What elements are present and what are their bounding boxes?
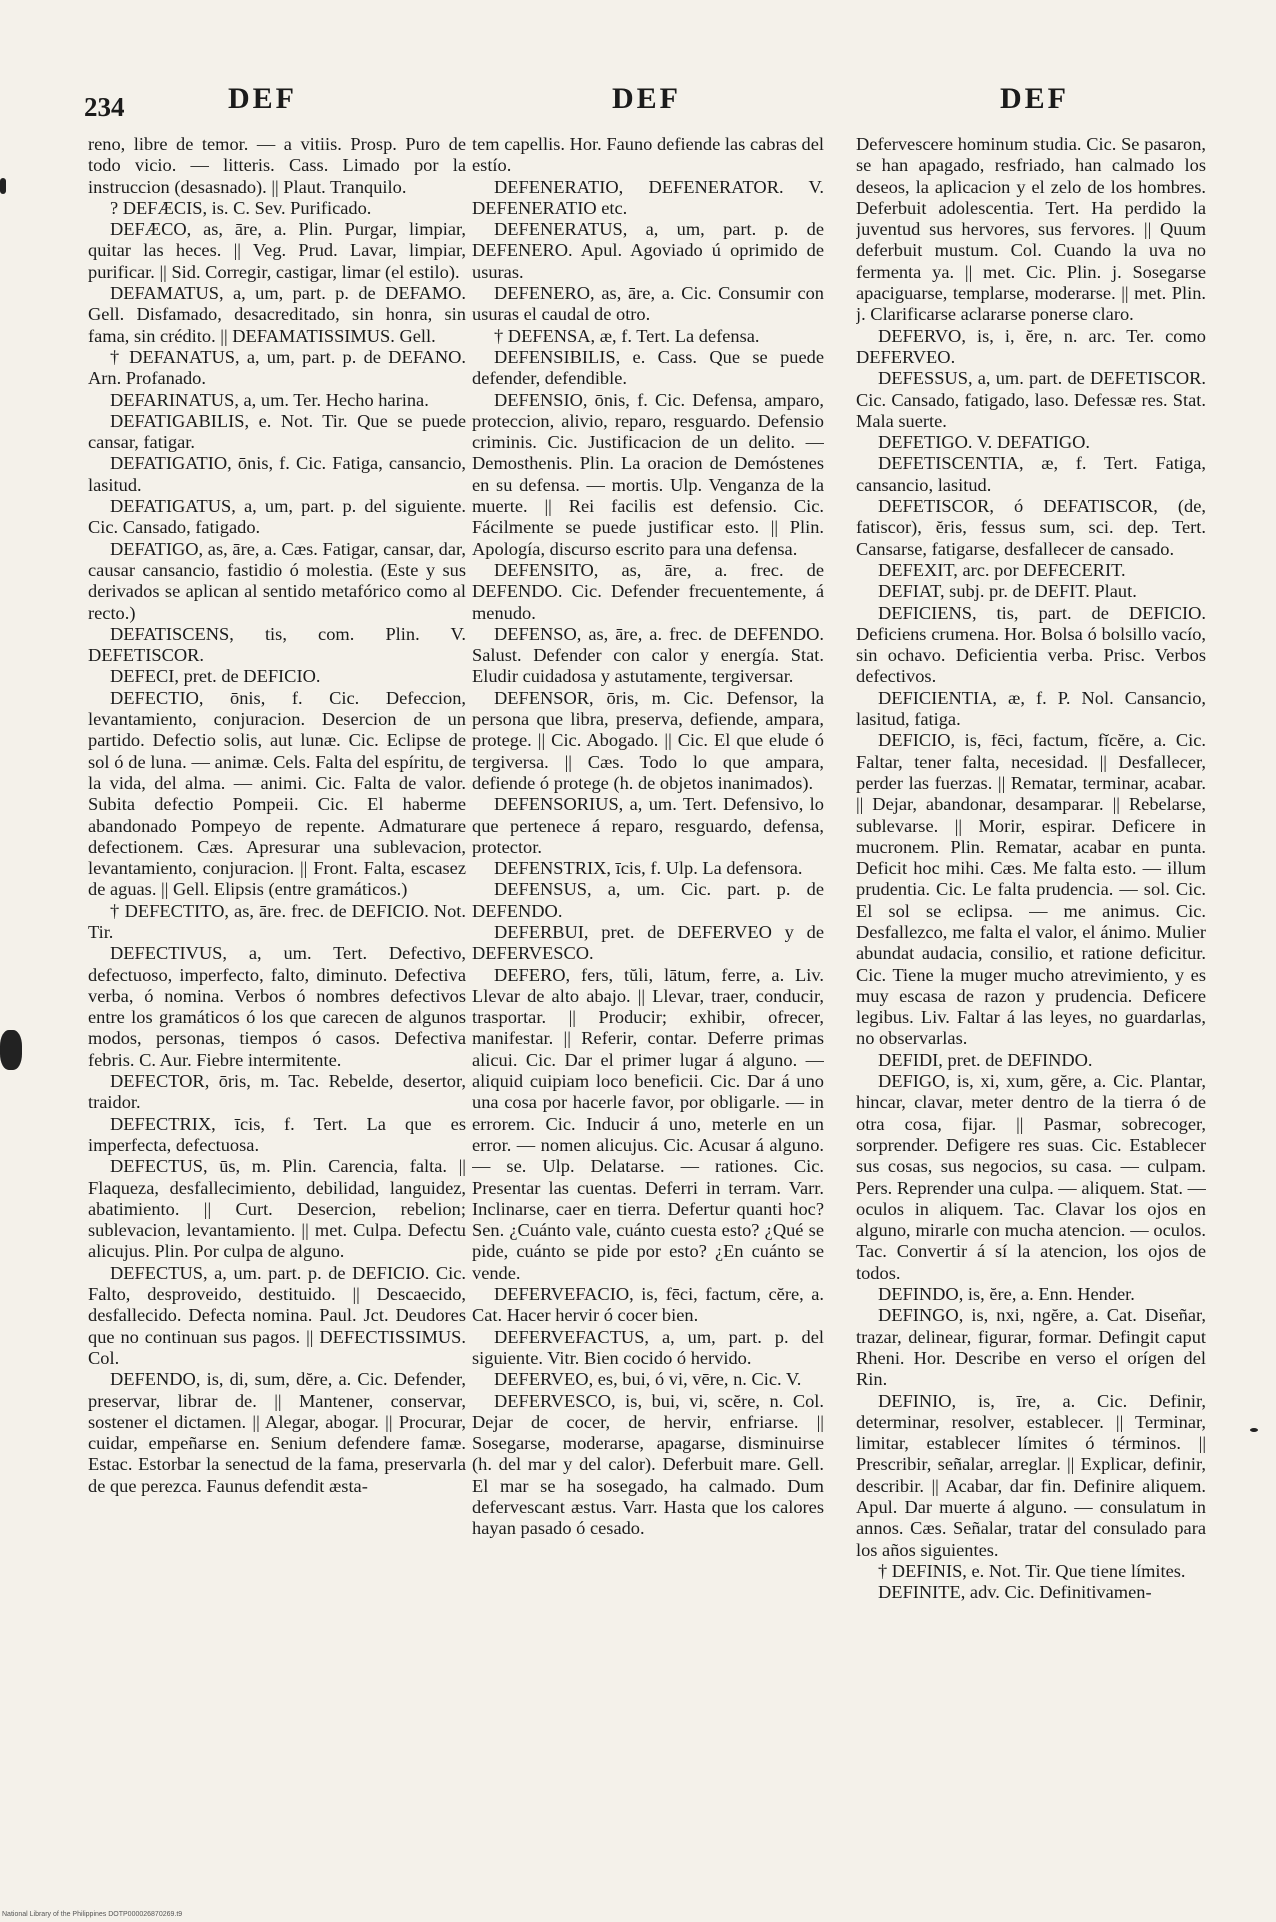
dictionary-entry: DEFECTIVUS, a, um. Tert. Defectivo, defectuoso, imperfecto, falto, diminuto. Defectiva verba, ó nomina. Verbos ó nombres defectivos entre los gramáticos ó los que carecen de algunos modos, personas, tiempos ó casos. Defectiva febris. C. Aur. Fiebre intermitente. xyxy=(88,943,466,1070)
running-head-left: DEF xyxy=(228,82,297,115)
dictionary-entry: DEFÆCO, as, āre, a. Plin. Purgar, limpiar, quitar las heces. || Veg. Prud. Lavar, limpiar, purificar. || Sid. Corregir, castigar, limar (el estilo). xyxy=(88,219,466,282)
dictionary-entry: DEFARINATUS, a, um. Ter. Hecho harina. xyxy=(110,389,429,410)
dictionary-entry: DEFEXIT, arc. por DEFECERIT. xyxy=(878,559,1126,580)
dictionary-entry: DEFERVEFACIO, is, fēci, factum, cĕre, a. Cat. Hacer hervir ó cocer bien. xyxy=(472,1284,824,1326)
dictionary-entry: DEFERBUI, pret. de DEFERVEO y de DEFERVESCO. xyxy=(472,921,824,964)
dictionary-entry: DEFINGO, is, nxi, ngĕre, a. Cat. Diseñar, trazar, delinear, figurar, formar. Defingit caput Rheni. Hor. Describe en verso el orígen del Rin. xyxy=(856,1305,1206,1390)
dictionary-entry: DEFECI, pret. de DEFICIO. xyxy=(110,666,321,687)
ink-blot xyxy=(1250,1428,1258,1432)
dictionary-entry: DEFENSIBILIS, e. Cass. Que se puede defender, defendible. xyxy=(472,346,824,389)
dictionary-entry: DEFIGO, is, xi, xum, gĕre, a. Cic. Plantar, hincar, clavar, meter dentro de la tierra ó de otra cosa, fijar. || Pasmar, sobrecoger, sorprender. Defigere res suas. Cic. Establecer sus cosas, sus negocios, su casa. — culpam. Pers. Reprender una culpa. — aliquem. Stat. — oculos in aliquem. Tac. Clavar los ojos en alguno, mirarle con mucha atencion. — oculos. Tac. Convertir á sí la atencion, los ojos de todos. xyxy=(856,1071,1206,1283)
dictionary-entry: DEFECTUS, ūs, m. Plin. Carencia, falta. || Flaqueza, desfallecimiento, debilidad, languidez, abatimiento. || Curt. Desercion, rebelion; sublevacion, levantamiento. || met. Culpa. Defectu alicujus. Plin. Por culpa de alguno. xyxy=(88,1156,466,1262)
dictionary-entry: DEFERO, fers, tŭli, lātum, ferre, a. Liv. Llevar de alto abajo. || Llevar, traer, conducir, trasportar. || Producir; exhibir, ofrecer, manifestar. || Referir, contar. Deferre primas alicui. Cic. Dar el primer lugar á alguno. — aliquid cuipiam loco beneficii. Cic. Dar á uno una cosa por hacerle favor, por obligarle. — in errorem. Cic. Inducir á uno, meterle en un error. — nomen alicujus. Cic. Acusar á alguno. — se. Ulp. Delatarse. — rationes. Cic. Presentar las cuentas. Deferri in terram. Varr. Inclinarse, caer en tierra. Defertur quanti hoc? Sen. ¿Cuánto vale, cuánto cuesta esto? ¿Qué se pide, cuánto se pide por esto? ¿En cuánto se vende. xyxy=(472,964,824,1283)
dictionary-entry: DEFATIGATUS, a, um, part. p. del siguiente. Cic. Cansado, fatigado. xyxy=(88,496,466,538)
running-head-center: DEF xyxy=(612,82,681,115)
dictionary-entry: DEFENDO, is, di, sum, dĕre, a. Cic. Defender, preservar, librar de. || Mantener, conservar, sostener el dictamen. || Alegar, abogar. || Procurar, cuidar, empeñarse en. Senium defendere famæ. Estac. Estorbar la senectud de la fama, preservarla de que perezca. Faunus defendit æsta- xyxy=(88,1369,466,1496)
footer-watermark: National Library of the Philippines DOTP000026870269.t9 xyxy=(2,1911,183,1918)
ink-blot xyxy=(0,178,6,194)
column-3 xyxy=(856,134,1206,1834)
dictionary-entry: † DEFECTITO, as, āre. frec. de DEFICIO. Not. Tir. xyxy=(88,900,466,942)
dictionary-entry: DEFAMATUS, a, um, part. p. de DEFAMO. Gell. Disfamado, desacreditado, sin honra, sin fama, sin crédito. || DEFAMATISSIMUS. Gell. xyxy=(88,283,466,346)
dictionary-entry: DEFENSORIUS, a, um. Tert. Defensivo, lo que pertenece á reparo, resguardo, defensa, protector. xyxy=(472,794,824,857)
dictionary-entry: DEFESSUS, a, um. part. de DEFETISCOR. Cic. Cansado, fatigado, laso. Defessæ res. Stat. Mala suerte. xyxy=(856,368,1206,431)
dictionary-entry: DEFENERATIO, DEFENERATOR. V. DEFENERATIO etc. xyxy=(472,176,824,218)
dictionary-entry: DEFERVO, is, i, ĕre, n. arc. Ter. como DEFERVEO. xyxy=(856,325,1206,367)
dictionary-entry: DEFIDI, pret. de DEFINDO. xyxy=(878,1049,1093,1070)
dictionary-entry: DEFERVEFACTUS, a, um, part. p. del siguiente. Vitr. Bien cocido ó hervido. xyxy=(472,1326,824,1368)
running-head-right: DEF xyxy=(1000,82,1069,115)
dictionary-entry: ? DEFÆCIS, is. C. Sev. Purificado. xyxy=(110,197,372,218)
dictionary-entry: reno, libre de temor. — a vitiis. Prosp. Puro de todo vicio. — litteris. Cass. Limado por la instruccion (desasnado). || Plaut. Tranquilo. xyxy=(88,134,466,197)
ink-blot xyxy=(0,1030,22,1070)
dictionary-entry: DEFATIGABILIS, e. Not. Tir. Que se puede cansar, fatigar. xyxy=(88,410,466,453)
page-number: 234 xyxy=(84,92,125,122)
dictionary-entry: DEFIAT, subj. pr. de DEFIT. Plaut. xyxy=(878,581,1137,602)
column-1 xyxy=(88,134,466,1834)
dictionary-entry: DEFETISCENTIA, æ, f. Tert. Fatiga, cansancio, lasitud. xyxy=(856,453,1206,495)
dictionary-entry: DEFENSITO, as, āre, a. frec. de DEFENDO. Cic. Defender frecuentemente, á menudo. xyxy=(472,559,824,623)
dictionary-entry: DEFENERATUS, a, um, part. p. de DEFENERO. Apul. Agoviado ú oprimido de usuras. xyxy=(472,219,824,282)
dictionary-entry: DEFATIGATIO, ōnis, f. Cic. Fatiga, cansancio, lasitud. xyxy=(88,453,466,495)
dictionary-entry: DEFENSUS, a, um. Cic. part. p. de DEFENDO. xyxy=(472,879,824,921)
dictionary-entry: DEFENSIO, ōnis, f. Cic. Defensa, amparo, proteccion, alivio, reparo, resguardo. Defensio criminis. Cic. Justificacion de un delito. — Demosthenis. Plin. La oracion de Demóstenes en su defensa. — mortis. Ulp. Venganza de la muerte. || Rei facilis est defensio. Cic. Fácilmente se puede justificar esto. || Plin. Apología, discurso escrito para una defensa. xyxy=(472,389,824,559)
dictionary-entry: DEFICIO, is, fēci, factum, fĭcĕre, a. Cic. Faltar, tener falta, necesidad. || Desfallecer, perder las fuerzas. || Rematar, terminar, acabar. || Dejar, abandonar, desamparar. || Rebelarse, sublevarse. || Morir, espirar. Deficere in mucronem. Plin. Rematar, acabar en punta. Deficit hoc mihi. Cæs. Me falta esto. — illum prudentia. Cic. Le falta prudencia. — sol. Cic. El sol se eclipsa. — me animus. Cic. Desfallezco, me falta el valor, el ánimo. Mulier abundat audacia, consilio, et ratione deficitur. Cic. Tiene la muger mucho atrevimiento, y es muy escasa de razon y prudencia. Deficere legibus. Liv. Faltar á las leyes, no guardarlas, no observarlas. xyxy=(856,730,1206,1049)
dictionary-entry: DEFECTUS, a, um. part. p. de DEFICIO. Cic. Falto, desproveido, destituido. || Descaecido, desfallecido. Defecta nomina. Paul. Jct. Deudores que no continuan sus pagos. || DEFECTISSIMUS. Col. xyxy=(88,1262,466,1368)
dictionary-entry: DEFENSO, as, āre, a. frec. de DEFENDO. Salust. Defender con calor y energía. Stat. Eludir cuidadosa y astutamente, tergiversar. xyxy=(472,623,824,687)
dictionary-entry: DEFECTRIX, īcis, f. Tert. La que es imperfecta, defectuosa. xyxy=(88,1113,466,1155)
dictionary-entry: DEFATISCENS, tis, com. Plin. V. DEFETISCOR. xyxy=(88,623,466,666)
dictionary-entry: DEFETISCOR, ó DEFATISCOR, (de, fatiscor), ĕris, fessus sum, sci. dep. Tert. Cansarse, fatigarse, desfallecer de cansado. xyxy=(856,496,1206,559)
dictionary-entry: DEFENSTRIX, īcis, f. Ulp. La defensora. xyxy=(494,858,803,879)
dictionary-entry: DEFENSOR, ōris, m. Cic. Defensor, la persona que libra, preserva, defiende, ampara, protege. || Cic. Abogado. || Cic. El que elude ó tergiversa. || Cæs. Todo lo que ampara, defiende ó protege (h. de objetos inanimados). xyxy=(472,687,824,793)
dictionary-entry: DEFERVEO, es, bui, ó vi, vēre, n. Cic. V. xyxy=(494,1369,802,1390)
dictionary-entry: tem capellis. Hor. Fauno defiende las cabras del estío. xyxy=(472,134,824,176)
dictionary-entry: DEFINIO, is, īre, a. Cic. Definir, determinar, resolver, establecer. || Terminar, limitar, establecer límites ó términos. || Prescribir, señalar, arreglar. || Explicar, definir, describir. || Acabar, dar fin. Definire aliquem. Apul. Dar muerte á alguno. — consulatum in annos. Cæs. Señalar, tratar del consulado para los años siguientes. xyxy=(856,1390,1206,1560)
dictionary-entry: DEFICIENS, tis, part. de DEFICIO. Deficiens crumena. Hor. Bolsa ó bolsillo vacío, sin ochavo. Deficientia verba. Prisc. Verbos defectivos. xyxy=(856,602,1206,687)
dictionary-entry: DEFINDO, is, ĕre, a. Enn. Hender. xyxy=(878,1284,1135,1305)
dictionary-entry: † DEFINIS, e. Not. Tir. Que tiene límites. xyxy=(878,1560,1186,1581)
dictionary-entry: DEFENERO, as, āre, a. Cic. Consumir con usuras el caudal de otro. xyxy=(472,283,824,325)
dictionary-entry: DEFINITE, adv. Cic. Definitivamen- xyxy=(878,1582,1152,1603)
column-2 xyxy=(472,134,824,1834)
dictionary-entry: DEFERVESCO, is, bui, vi, scĕre, n. Col. Dejar de cocer, de hervir, enfriarse. || Sosegarse, moderarse, apagarse, disminuirse (h. del mar y del calor). Deferbuit mare. Gell. El mar se ha sosegado, ha calmado. Dum defervescant æstus. Varr. Hasta que los calores hayan pasado ó cesado. xyxy=(472,1390,824,1539)
dictionary-entry: DEFECTIO, ōnis, f. Cic. Defeccion, levantamiento, conjuracion. Desercion de un partido. Defectio solis, aut lunæ. Cic. Eclipse de sol ó de luna. — animæ. Cels. Falta del espíritu, de la vida, del alma. — animi. Cic. Falta de valor. Subita defectio Pompeii. Cic. El haberme abandonado Pompeyo de repente. Admaturare defectionem. Cæs. Apresurar una sublevacion, levantamiento, conjuracion. || Front. Falta, escasez de aguas. || Gell. Elipsis (entre gramáticos.) xyxy=(88,687,466,900)
dictionary-entry: † DEFANATUS, a, um, part. p. de DEFANO. Arn. Profanado. xyxy=(88,346,466,389)
dictionary-entry: DEFICIENTIA, æ, f. P. Nol. Cansancio, lasitud, fatiga. xyxy=(856,687,1206,730)
dictionary-entry: DEFETIGO. V. DEFATIGO. xyxy=(878,432,1091,453)
dictionary-entry: † DEFENSA, æ, f. Tert. La defensa. xyxy=(494,325,760,346)
dictionary-entry: Defervescere hominum studia. Cic. Se pasaron, se han apagado, resfriado, han calmado los deseos, la aplicacion y el zelo de los hombres. Deferbuit adolescentia. Tert. Ha perdido la juventud sus hervores, sus fervores. || Quum deferbuit mustum. Col. Cuando la uva no fermenta ya. || met. Cic. Plin. j. Sosegarse apaciguarse, templarse, moderarse. || met. Plin. j. Clarificarse aclararse ponerse claro. xyxy=(856,134,1206,325)
dictionary-entry: DEFECTOR, ōris, m. Tac. Rebelde, desertor, traidor. xyxy=(88,1071,466,1113)
dictionary-entry: DEFATIGO, as, āre, a. Cæs. Fatigar, cansar, dar, causar cansancio, fastidio ó molestia. (Este y sus derivados se aplican al sentido metafórico como al recto.) xyxy=(88,538,466,623)
